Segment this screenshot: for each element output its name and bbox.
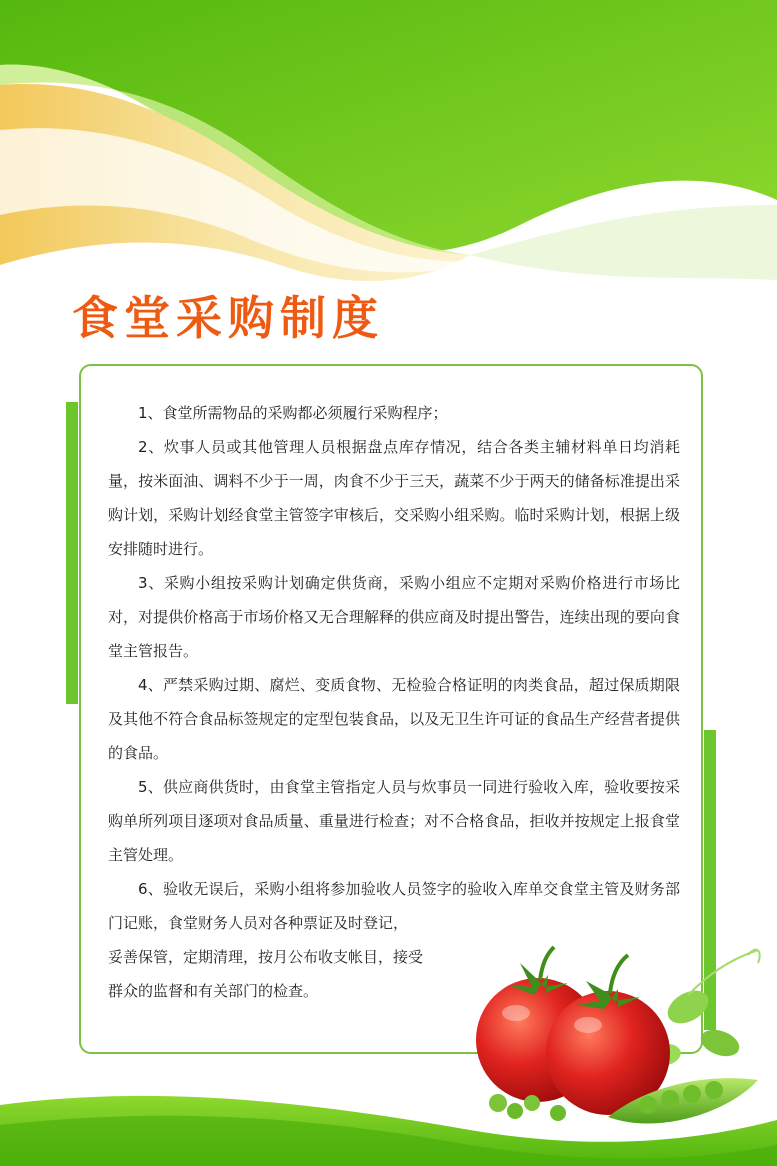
rule-item: 2、炊事人员或其他管理人员根据盘点库存情况，结合各类主辅材料单日均消耗量，按米面油、调料不少于一周，肉食不少于三天，蔬菜不少于两天的储备标准提出采购计划，采购计划经食堂主管签字审核后，交采购小组采购。临时采购计划，根据上级安排随时进行。 xyxy=(108,438,680,558)
rule-item: 1、食堂所需物品的采购都必须履行采购程序； xyxy=(138,404,448,422)
poster-title: 食堂采购制度 xyxy=(72,291,384,345)
rule-item: 6、验收无误后，采购小组将参加验收人员签字的验收入库单交食堂主管及财务部门记账，食堂财务人员对各种票证及时登记， xyxy=(108,880,680,932)
rule-item-continued: 妥善保管，定期清理，按月公布收支帐目，接受 xyxy=(108,948,424,966)
left-accent-bar xyxy=(66,402,78,704)
rule-item: 3、采购小组按采购计划确定供货商，采购小组应不定期对采购价格进行市场比对，对提供价格高于市场价格又无合理解释的供应商及时提出警告，连续出现的要向食堂主管报告。 xyxy=(108,574,680,660)
rules-text xyxy=(108,396,680,1008)
rule-item: 4、严禁采购过期、腐烂、变质食物、无检验合格证明的肉类食品，超过保质期限及其他不符合食品标签规定的定型包装食品，以及无卫生许可证的食品生产经营者提供的食品。 xyxy=(108,676,680,762)
rule-item-continued: 群众的监督和有关部门的检查。 xyxy=(108,982,319,1000)
tomato-icon xyxy=(546,955,670,1115)
vegetable-decoration xyxy=(458,935,768,1145)
rule-item: 5、供应商供货时，由食堂主管指定人员与炊事员一同进行验收入库，验收要按采购单所列项目逐项对食品质量、重量进行检查；对不合格食品，拒收并按规定上报食堂主管处理。 xyxy=(108,778,680,864)
